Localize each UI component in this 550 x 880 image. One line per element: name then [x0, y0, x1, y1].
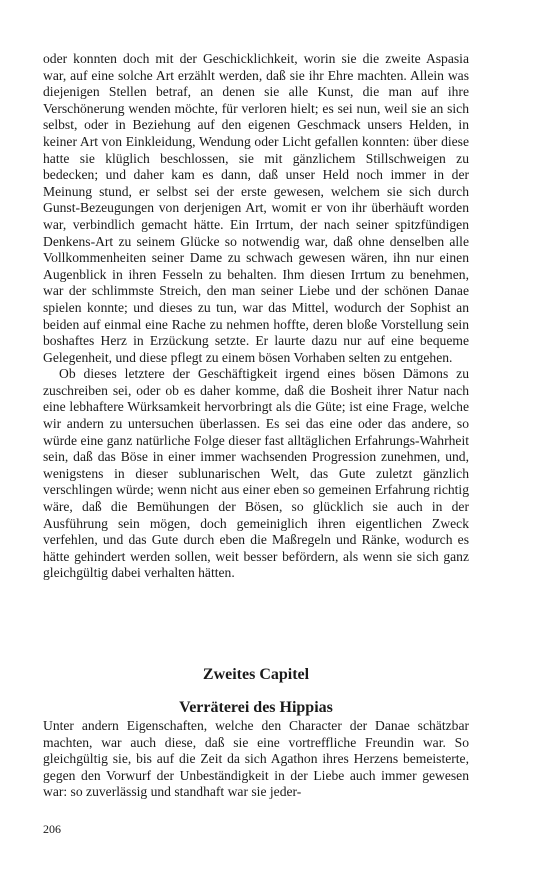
paragraph: Ob dieses letztere der Geschäftigkeit irgend eines bösen Dämons zu zuschreiben sei, oder ob es daher komme, daß die Bosheit ihrer Natur nach eine lebhaftere Würksamkeit hervorbringt als die Güte; ist eine Frage, welche wir andern zu untersuchen überlassen. Es sei das eine oder das andere, so würde eine ganz natürliche Folge dieser fast alltäglichen Erfahrungs-Wahrheit sein, daß das Böse in einer immer wachsenden Progression zunehmen, und, wenigstens in dieser sublunarischen Welt, das Gute zuletzt gänzlich verschlingen würde; wenn nicht aus einer eben so gemeinen Erfahrung richtig wäre, daß die Bemühungen der Bösen, so glücklich sie auch in der Ausführung sein mögen, doch gemeiniglich ihren eigentlichen Zweck verfehlen, und das Gute durch eben die Maßregeln und Ränke, wodurch es hätte gehindert werden sollen, weit besser befördern, als wenn sie sich ganz gleichgültig dabei verhalten hätten.: [43, 366, 469, 581]
body-text-top: [43, 51, 469, 582]
chapter-number: Zweites Capitel: [202, 666, 310, 683]
body-text-bottom: [43, 718, 469, 801]
page-number: 206: [43, 822, 61, 836]
chapter-opening-paragraph: Unter andern Eigenschaften, welche den Character der Danae schätzbar machten, war auch diese, daß sie eine vortreffliche Freundin war. So gleichgültig sie, bis auf die Zeit da sich Agathon ihres Herzens bemeisterte, gegen den Vorwurf der Unbeständigkeit in der Liebe auch immer gewesen war: so zuverlässig und standhaft war sie jeder-: [43, 718, 469, 800]
chapter-title: Verräterei des Hippias: [179, 699, 333, 716]
paragraph-continued: oder konnten doch mit der Geschicklichkeit, worin sie die zweite Aspasia war, auf eine solche Art erzählt werden, daß sie ihr Ehre machten. Allein was diejenigen Stellen betraf, an denen sie alle Kunst, die man auf ihre Verschönerung wenden möchte, für verloren hielt; es sei nun, weil sie an sich selbst, oder in Beziehung auf den eigenen Geschmack unsers Helden, in keiner Art von Einkleidung, Wendung oder Licht gefallen konnten: über diese hatte sie klüglich beschlossen, sie mit gänzlichem Stillschweigen zu bedecken; und daher kam es dann, daß unser Held noch immer in der Meinung stund, er selbst sei der erste gewesen, welchem sie sich durch Gunst-Bezeugungen von derjenigen Art, womit er von ihr überhäuft worden war, verbindlich gemacht hätte. Ein Irrtum, der nach seiner spitzfündigen Denkens-Art zu seinem Glücke so notwendig war, daß ohne denselben alle Vollkommenheiten seiner Dame zu schwach gewesen wären, ihn nur einen Augenblick in ihren Fesseln zu behalten. Ihm diesen Irrtum zu benehmen, war der schlimmste Streich, den man seiner Liebe und der schönen Danae spielen konnte; und dieses zu tun, war das Mittel, wodurch der Sophist an beiden auf einmal eine Rache zu nehmen hoffte, deren bloße Vorstellung sein boshaftes Herz in Erzückung setzte. Er laurte dazu nur auf eine bequeme Gelegenheit, und diese pflegt zu einem bösen Vorhaben selten zu entgehen.: [43, 51, 469, 365]
